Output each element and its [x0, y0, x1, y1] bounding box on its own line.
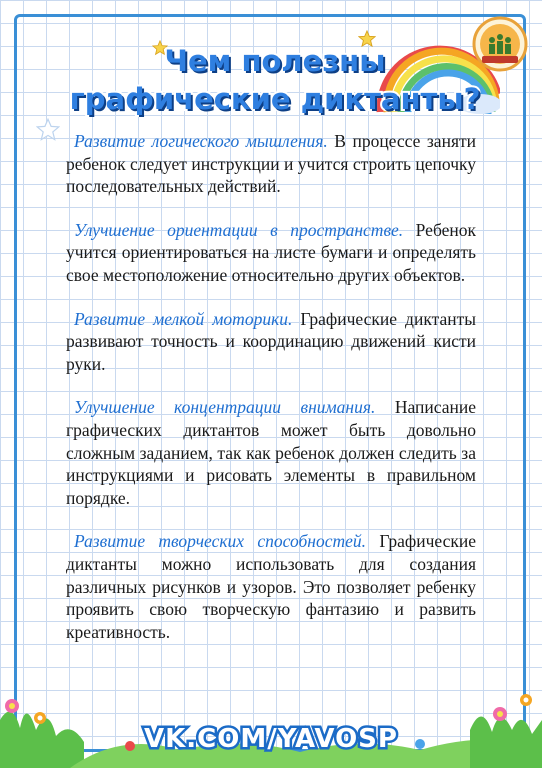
paragraph-heading: Развитие творческих способностей.	[74, 531, 367, 552]
content-body	[66, 130, 476, 664]
footer-link[interactable]: VK.COM/YAVOSP	[144, 724, 398, 754]
paragraph-motor-skills	[66, 308, 476, 376]
paragraph-heading: Развитие мелкой моторики.	[74, 308, 293, 329]
paragraph-text: Графические диктанты развивают точность и координацию движений кисти руки.	[66, 308, 476, 374]
paragraph-concentration	[66, 396, 476, 509]
paragraph-heading: Развитие логического мышления.	[74, 131, 328, 151]
paragraph-orientation	[66, 219, 476, 287]
page-title	[60, 42, 490, 118]
title-line-1: Чем полезны	[164, 44, 386, 78]
paragraph-logic	[66, 130, 476, 198]
star-icon	[36, 118, 60, 142]
paragraph-heading: Улучшение ориентации в пространстве.	[74, 219, 404, 240]
paragraph-text: Ребенок учится ориентироваться на листе бумаги и определять свое местоположение относительно других объектов.	[66, 219, 476, 285]
paragraph-text: Графические диктанты можно использовать для создания различных рисунков и узоров. Это позволяет ребенку проявить свою творческую фантазию и развить креативность.	[66, 531, 476, 642]
paragraph-text: Написание графических диктантов может быть довольно сложным заданием, так как ребенок должен следить за инструкциями и рисовать элементы в правильном порядке.	[66, 397, 476, 508]
paragraph-heading: Улучшение концентрации внимания.	[74, 397, 376, 418]
paragraph-creativity	[66, 530, 476, 643]
title-line-2: графические диктанты?	[69, 82, 481, 116]
paragraph-text: В процессе заняти ребенок следует инструкции и учится строить цепочку последовательных действий.	[66, 131, 477, 197]
